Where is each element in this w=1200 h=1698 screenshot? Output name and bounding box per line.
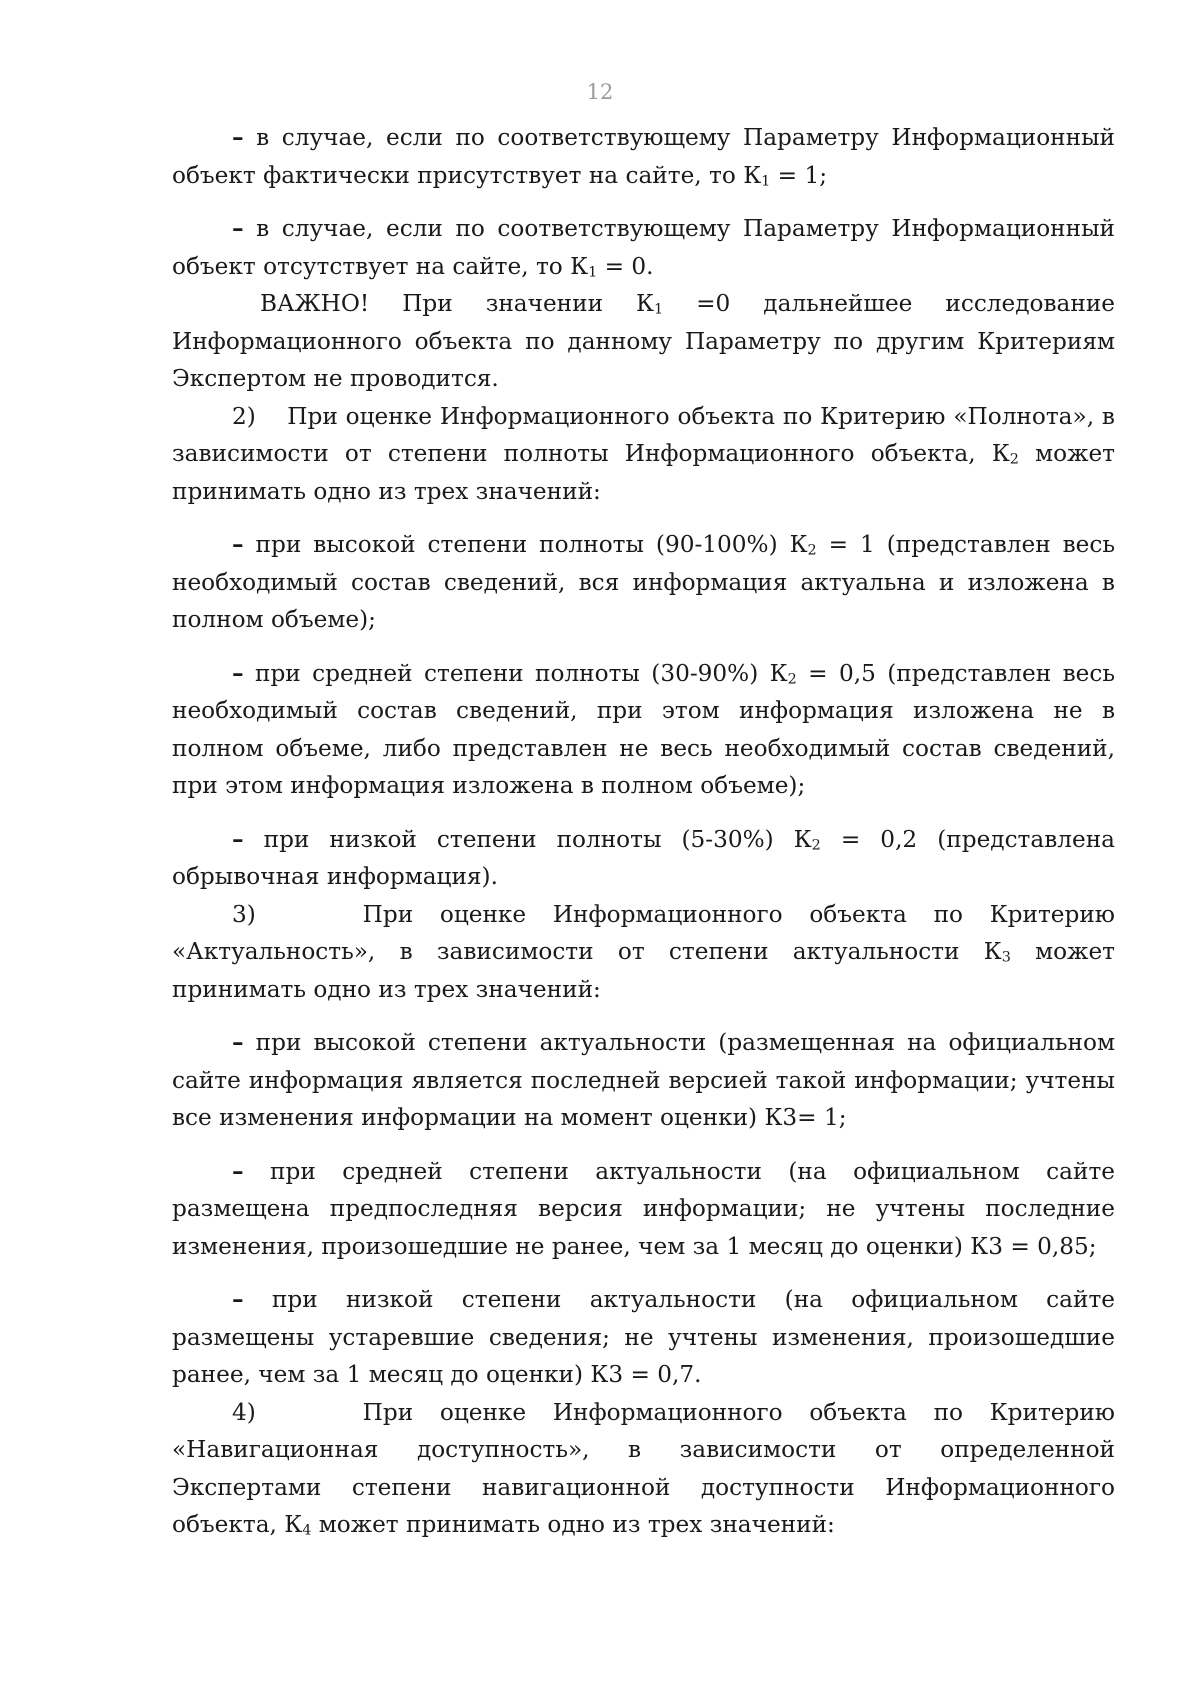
subscript: 2 [811,837,821,854]
paragraph-k1-absent [172,210,1115,285]
list-dash: – [232,531,244,558]
paragraph-text: 2) При оценке Информационного объекта по Критерию «Полнота», в зависимости от степени полноты Информационного объекта, К [172,402,1115,467]
subscript: 1 [588,264,598,281]
paragraph-text: =0 дальнейшее исследование Информационного объекта по данному Параметру по другим Критериям Экспертом не проводится. [172,290,1116,392]
paragraph-text: при низкой степени актуальности (на официальном сайте размещены устаревшие сведения; не учтены изменения, произошедшие ранее, чем за 1 месяц до оценки) К3 = 0,7. [172,1286,1115,1388]
paragraph-completeness-low [172,821,1115,896]
document-body [172,119,1115,1544]
paragraph-text: = 1 (представлен весь необходимый состав сведений, вся информация актуальна и изложена в полном объеме); [172,531,1115,633]
list-dash: – [232,215,244,242]
list-dash: – [232,659,244,687]
paragraph-text: в случае, если по соответствующему Параметру Информационный объект фактически присутствует на сайте, то К [172,124,1115,189]
paragraph-text: при средней степени актуальности (на официальном сайте размещена предпоследняя версия информации; не учтены последние изменения, произошедшие не ранее, чем за 1 месяц до оценки) К3 = 0,85; [172,1157,1115,1260]
paragraph-text: может принимать одно из трех значений: [311,1511,835,1538]
subscript: 1 [653,301,664,318]
subscript: 3 [1001,949,1011,966]
paragraph-criterion-relevance [172,896,1115,1009]
paragraph-criterion-navigation [172,1394,1115,1544]
subscript: 4 [302,1522,312,1539]
paragraph-text: при высокой степени актуальности (размещенная на официальном сайте информация является последней версией такой информации; учтены все изменения информации на момент оценки) К3= 1; [172,1029,1115,1131]
paragraph-text: при средней степени полноты (30-90%) К [243,659,788,687]
paragraph-text: при высокой степени полноты (90-100%) К [243,531,808,558]
paragraph-text: может принимать одно из трех значений: [172,440,1115,505]
paragraph-text: 3) При оценке Информационного объекта по Критерию «Актуальность», в зависимости от степени актуальности К [172,900,1115,965]
list-dash: – [232,1286,244,1313]
paragraph-text: может принимать одно из трех значений: [172,938,1115,1003]
paragraph-text: = 0,2 (представлена обрывочная информация). [172,825,1115,890]
paragraph-text: в случае, если по соответствующему Параметру Информационный объект отсутствует на сайте, то К [172,215,1115,280]
list-dash: – [232,1157,244,1185]
paragraph-completeness-medium [172,655,1115,805]
paragraph-relevance-medium [172,1153,1115,1266]
paragraph-text: ВАЖНО! При значении К [260,290,654,317]
list-dash: – [232,124,244,151]
subscript: 2 [1009,451,1019,468]
subscript: 1 [761,173,771,190]
paragraph-criterion-completeness [172,398,1115,511]
paragraph-text: = 1; [770,161,828,189]
paragraph-text: = 0,5 (представлен весь необходимый состав сведений, при этом информация изложена не в полном объеме, либо представлен не весь необходимый состав сведений, при этом информация изложена в полном объеме); [172,659,1115,799]
paragraph-text: = 0. [597,252,654,280]
paragraph-k1-present [172,119,1115,194]
list-dash: – [232,825,244,853]
subscript: 2 [807,542,817,559]
list-dash: – [232,1029,244,1056]
paragraph-completeness-high [172,526,1115,639]
paragraph-relevance-high [172,1024,1115,1137]
paragraph-important-note [172,285,1115,398]
paragraph-text: 4) При оценке Информационного объекта по Критерию «Навигационная доступность», в зависимости от определенной Экспертами степени навигационной доступности Информационного объекта, К [172,1398,1115,1538]
page-number: 12 [586,80,614,104]
subscript: 2 [787,671,797,688]
paragraph-relevance-low [172,1281,1115,1394]
paragraph-text: при низкой степени полноты (5-30%) К [243,825,812,853]
